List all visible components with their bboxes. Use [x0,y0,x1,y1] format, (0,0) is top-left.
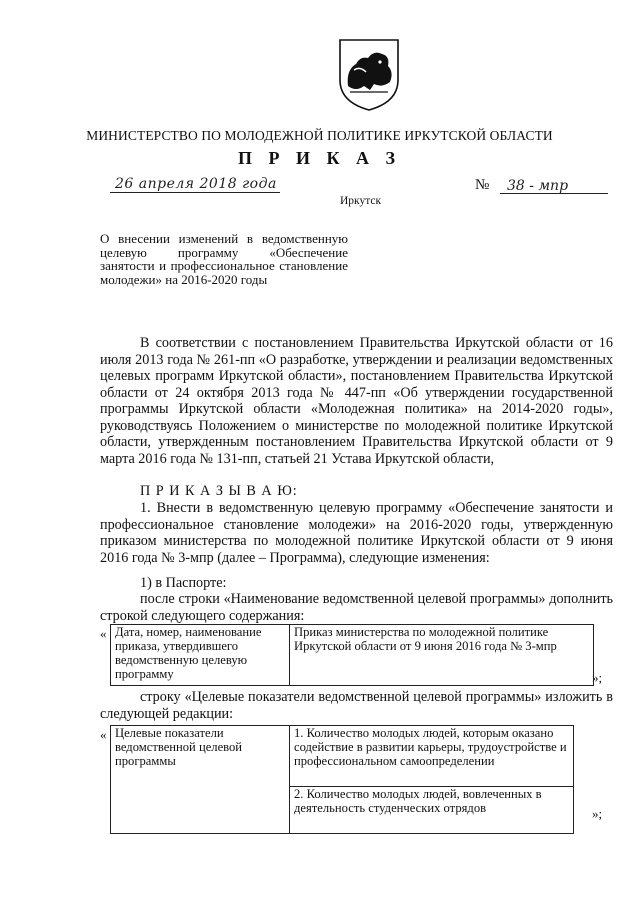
preamble-text: В соответствии с постановлением Правительства Иркутской области от 16 июля 2013 года № 261-пп «О разработке, утверждении и реализации ведомственных целевых программ Иркутской области», постановлением Правительства Иркутской области от 24 октября 2013 года № 447-пп «Об утверждении государственной программы Иркутской области «Молодежная политика» на 2014-2020 годы», руководствуясь Положением о министерстве по молодежной политике Иркутской области, утвержденным постановлением Правительства Иркутской области от 9 марта 2016 года № 131-пп, статьей 21 Устава Иркутской области, [100,335,613,467]
handwritten-number: 38 - мпр [507,178,569,194]
table-2 [110,725,574,834]
ministry-name: МИНИСТЕРСТВО ПО МОЛОДЕЖНОЙ ПОЛИТИКЕ ИРКУТСКОЙ ОБЛАСТИ [86,128,553,143]
table2-left-cell: Целевые показатели ведомственной целевой программы [111,726,290,834]
table2-right-cell-1: 1. Количество молодых людей, которым оказано содействие в развитии карьеры, трудоустройстве и профессиональном самоопределении [290,726,574,787]
table1-open-quote: « [100,626,107,641]
handwritten-date: 26 апреля 2018 года [115,176,277,192]
date-underline [110,192,280,193]
number-label: № [475,177,490,193]
row-change-paragraph: строку «Целевые показатели ведомственной целевой программы» изложить в следующей редакции: [100,689,613,722]
table2-close: »; [592,806,603,821]
subject-block [100,232,348,286]
table1-left-cell: Дата, номер, наименование приказа, утвердившего ведомственную целевую программу [111,625,290,686]
irkutsk-coat-of-arms-icon [330,36,408,112]
city: Иркутск [340,195,382,207]
item-1-paragraph [100,500,613,566]
order-word: П Р И К А З Ы В А Ю: [140,483,298,499]
table2-open-quote: « [100,727,107,742]
table1-close: »; [592,670,603,685]
subitem-1: 1) в Паспорте: [140,575,227,591]
item-1-text: 1. Внести в ведомственную целевую программу «Обеспечение занятости и профессиональное становление молодежи» на 2016-2020 годы, утвержденную приказом министерства по молодежной политике Иркутской области от 9 июня 2016 года № 3-мпр (далее – Программа), следующие изменения: [100,500,613,566]
table-1 [110,624,594,686]
document-title: П Р И К А З [237,148,402,168]
subject-text: О внесении изменений в ведомственную целевую программу «Обеспечение занятости и профессиональное становление молодежи» на 2016-2020 годы [100,231,348,287]
number-underline [500,193,608,194]
after-row-paragraph: после строки «Наименование ведомственной целевой программы» дополнить строкой следующего содержания: [100,591,613,624]
table1-right-cell: Приказ министерства по молодежной политике Иркутской области от 9 июня 2016 года № 3-мпр [290,625,594,686]
table2-right-cell-2: 2. Количество молодых людей, вовлеченных в деятельность студенческих отрядов [290,787,574,834]
preamble-paragraph [100,335,613,467]
